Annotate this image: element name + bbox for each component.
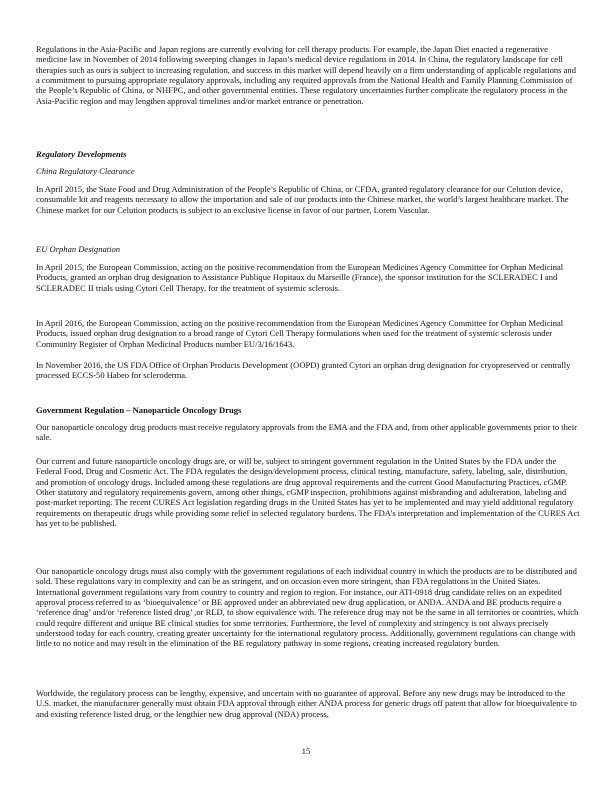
paragraph-nano-worldwide: Worldwide, the regulatory process can be lengthy, expensive, and uncertain with no guarantee of approval. Before any new drugs may be introduced to the U.S. market, the manufacturer generally must obtain FDA approval through either ANDA process for generic drugs off patent that allow for bioequivalence to and existing reference listed drug, or the lengthier new drug approval (NDA) process, bbox=[36, 688, 577, 719]
subheading-china-clearance: China Regulatory Clearance bbox=[36, 166, 135, 176]
paragraph-eu-orphan-2015: In April 2015, the European Commission, acting on the positive recommendation from the European Medicines Agency Committee for Orphan Medicinal Products, granted an orphan drug designation to Assistance Publique Hopitaux du Marseille (France), the sponsor institution for the SCLERADEC I and SCLERADEC II trials using Cytori Cell Therapy, for the treatment of systemic sclerosis. bbox=[36, 262, 564, 293]
paragraph-us-orphan-2016: In November 2016, the US FDA Office of Orphan Products Development (OOPD) granted Cytori an orphan drug designation for cryopreserved or centrally processed ECCS-50 Habeo for scleroderma. bbox=[36, 360, 571, 381]
paragraph-nano-approvals: Our nanoparticle oncology drug products must receive regulatory approvals from the EMA and the FDA and, from other applicable governments prior to their sale. bbox=[36, 422, 577, 443]
heading-regulatory-developments: Regulatory Developments bbox=[36, 149, 127, 159]
subheading-eu-orphan: EU Orphan Designation bbox=[36, 244, 121, 254]
heading-government-regulation: Government Regulation – Nanoparticle Oncology Drugs bbox=[36, 405, 242, 415]
paragraph-nano-international: Our nanoparticle oncology drugs must also comply with the government regulations of each individual country in which the products are to be distributed and sold. These regulations vary in complexity and can be as stringent, and on occasion even more stringent, than FDA regulations in the United States. International government regulations vary from country to country and region to region. For instance, our ATI-0918 drug candidate relies on an expedited approval process referred to as ‘bioequivalence’ or BE approved under an abbreviated new drug application, or ANDA. ANDA and BE products require a ‘reference drug’ and/or ‘reference listed drug’ ,or RLD, to show equivalence with. The reference drug may not be the same in all territories or countries, which could require different and unique BE clinical studies for some territories. Furthermore, the level of complexity and stringency is not always precisely understood today for each country, creating greater uncertainty for the international regulatory process. Additionally, government regulations can change with little to no notice and may result in the elimination of the BE regulatory pathway in some regions, creating increased regulatory burden. bbox=[36, 566, 579, 649]
paragraph-nano-fda: Our current and future nanoparticle oncology drugs are, or will be, subject to stringent government regulation in the United States by the FDA under the Federal Food, Drug and Cosmetic Act. The FDA regulates the design/development process, clinical testing, manufacture, safety, labeling, sale, distribution, and promotion of oncology drugs. Included among these regulations are drug approval requirements and the current Good Manufacturing Practices, cGMP. Other statutory and regulatory requirements govern, among other things, cGMP inspection, prohibitions against misbranding and adulteration, labeling and post-market reporting. The recent CURES Act legislation regarding drugs in the United States has yet to be implemented and may yield additional regulatory requirements on therapeutic drugs while providing some relief in selected regulatory burdens. The FDA’s interpretation and implementation of the CURES Act has yet to be published. bbox=[36, 456, 580, 529]
paragraph-china-clearance: In April 2015, the State Food and Drug Administration of the People’s Republic of China, or CFDA, granted regulatory clearance for our Celution device, consumable kit and reagents necessary to allow the importation and sale of our products into the Chinese market, the world’s largest healthcare market. The Chinese market for our Celution products is subject to an exclusive license in favor of our partner, Lorem Vascular. bbox=[36, 184, 569, 215]
paragraph-eu-orphan-2016: In April 2016, the European Commission, acting on the positive recommendation from the European Medicines Agency Committee for Orphan Medicinal Products, issued orphan drug designation to a broad range of Cytori Cell Therapy formulations when used for the treatment of systemic sclerosis under Community Register of Orphan Medicinal Products number EU/3/16/1643. bbox=[36, 318, 564, 349]
page-number: 15 bbox=[301, 746, 311, 756]
paragraph-asia-pacific: Regulations in the Asia-Pacific and Japan regions are currently evolving for cell therapy products. For example, the Japan Diet enacted a regenerative medicine law in November of 2014 following sweeping changes in Japan’s medical device regulations in 2014. In China, the regulatory landscape for cell therapies such as ours is subject to increasing regulation, and success in this market will depend heavily on a firm understanding of applicable regulations and a commitment to pursuing appropriate regulatory approvals, including any required approvals from the National Health and Family Planning Commission of the People’s Republic of China, or NHFPC, and other governmental entities. These regulatory uncertainties further complicate the regulatory process in the Asia-Pacific region and may lengthen approval timelines and/or market entrance or penetration. bbox=[36, 44, 576, 106]
